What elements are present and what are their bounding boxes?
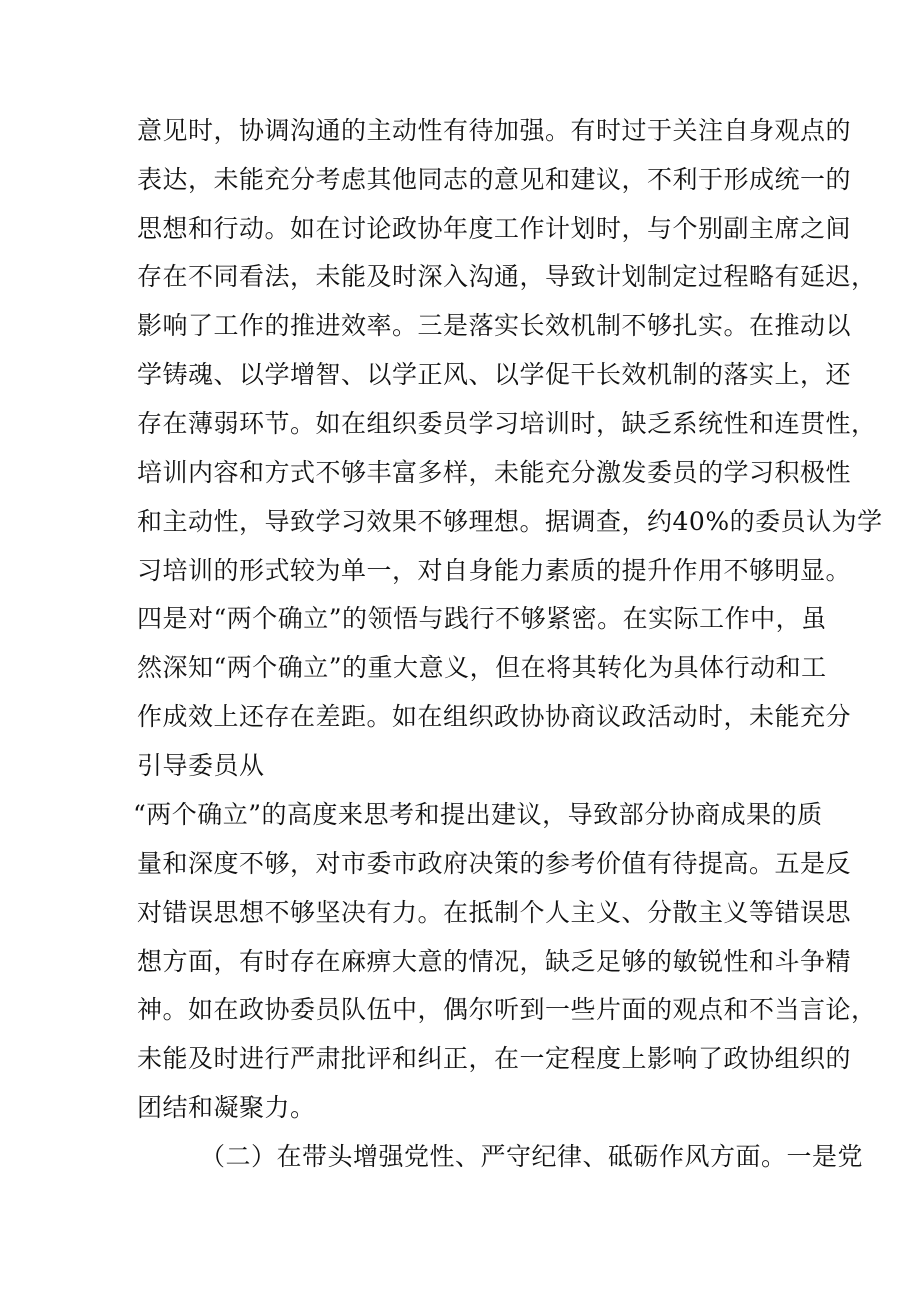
text-line: 思想和行动。如在讨论政协年度工作计划时，与个别副主席之间 xyxy=(137,214,852,243)
text-line: 未能及时进行严肃批评和纠正，在一定程度上影响了政协组织的 xyxy=(137,1044,852,1073)
text-line: 想方面，有时存在麻痹大意的情况，缺乏足够的敏锐性和斗争精 xyxy=(137,947,852,976)
text-line: 存在不同看法，未能及时深入沟通，导致计划制定过程略有延迟， xyxy=(137,262,877,291)
text-line: 和主动性，导致学习效果不够理想。据调查，约40%的委员认为学 xyxy=(137,507,883,536)
text-line: 团结和凝聚力。 xyxy=(137,1093,316,1122)
text-line: 影响了工作的推进效率。三是落实长效机制不够扎实。在推动以 xyxy=(137,311,852,340)
section-heading-line: （二）在带头增强党性、严守纪律、砥砺作风方面。一是党 xyxy=(200,1142,864,1171)
text-line: 神。如在政协委员队伍中，偶尔听到一些片面的观点和不当言论， xyxy=(137,995,877,1024)
text-line: 表达，未能充分考虑其他同志的意见和建议，不利于形成统一的 xyxy=(137,165,852,194)
text-line: 量和深度不够，对市委市政府决策的参考价值有待提高。五是反 xyxy=(137,849,852,878)
text-line: 作成效上还存在差距。如在组织政协协商议政活动时，未能充分 xyxy=(137,702,852,731)
text-line: 存在薄弱环节。如在组织委员学习培训时，缺乏系统性和连贯性， xyxy=(137,409,877,438)
text-line: 意见时，协调沟通的主动性有待加强。有时过于关注自身观点的 xyxy=(137,116,852,145)
text-line: 习培训的形式较为单一，对自身能力素质的提升作用不够明显。 xyxy=(137,556,852,585)
text-line: 然深知“两个确立”的重大意义，但在将其转化为具体行动和工 xyxy=(137,653,827,682)
text-line: 引导委员从 xyxy=(137,751,265,780)
text-line: “两个确立”的高度来思考和提出建议，导致部分协商成果的质 xyxy=(133,800,823,829)
text-line: 四是对“两个确立”的领悟与践行不够紧密。在实际工作中，虽 xyxy=(137,604,827,633)
text-line: 学铸魂、以学增智、以学正风、以学促干长效机制的落实上，还 xyxy=(137,360,852,389)
text-line: 对错误思想不够坚决有力。在抵制个人主义、分散主义等错误思 xyxy=(137,898,852,927)
text-line: 培训内容和方式不够丰富多样，未能充分激发委员的学习积极性 xyxy=(137,458,852,487)
